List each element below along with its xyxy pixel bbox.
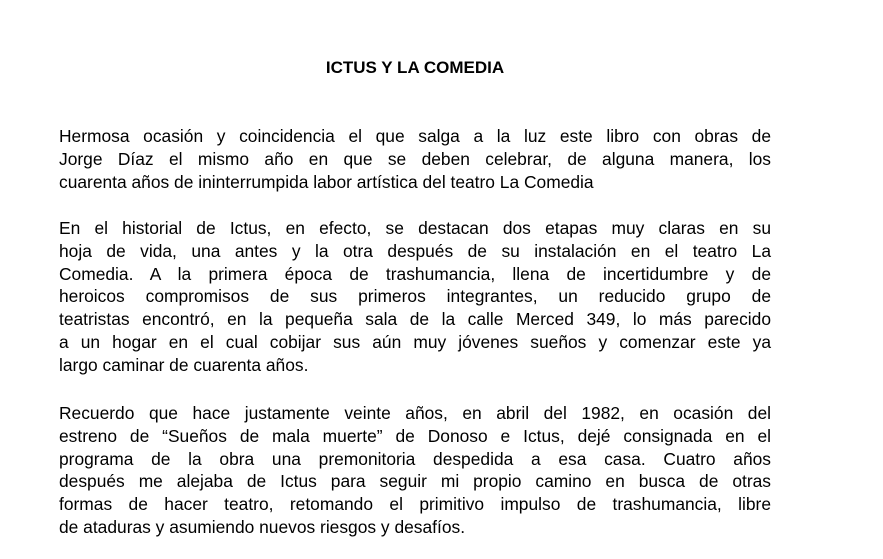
text-line: estreno de “Sueños de mala muerte” de Donoso e Ictus, dejé consignada en el (59, 425, 771, 446)
paragraph-1 (59, 125, 771, 193)
text-line: a un hogar en el cual cobijar sus aún muy jóvenes sueños y comenzar este ya (59, 331, 771, 352)
text-line: Comedia. A la primera época de trashumancia, llena de incertidumbre y de (59, 263, 771, 284)
text-line: formas de hacer teatro, retomando el primitivo impulso de trashumancia, libre (59, 494, 771, 515)
text-line: heroicos compromisos de sus primeros integrantes, un reducido grupo de (59, 286, 771, 307)
text-line: Hermosa ocasión y coincidencia el que salga a la luz este libro con obras de (59, 126, 771, 146)
text-line: de ataduras y asumiendo nuevos riesgos y desafíos. (59, 516, 466, 537)
text-line: Recuerdo que hace justamente veinte años, en abril del 1982, en ocasión del (59, 403, 771, 423)
text-line: programa de la obra una premonitoria despedida a esa casa. Cuatro años (59, 448, 771, 469)
text-line: En el historial de Ictus, en efecto, se destacan dos etapas muy claras en su (59, 218, 771, 238)
text-line: hoja de vida, una antes y la otra después de su instalación en el teatro La (59, 240, 771, 261)
text-line: largo caminar de cuarenta años. (59, 354, 309, 375)
text-line: cuarenta años de ininterrumpida labor artística del teatro La Comedia (59, 171, 594, 192)
text-line: teatristas encontró, en la pequeña sala de la calle Merced 349, lo más parecido (59, 309, 771, 330)
paragraph-2 (59, 217, 771, 377)
text-line: Jorge Díaz el mismo año en que se deben celebrar, de alguna manera, los (59, 148, 771, 169)
text-line: después me alejaba de Ictus para seguir mi propio camino en busca de otras (59, 471, 771, 492)
paragraph-3 (59, 402, 771, 539)
document-title: ICTUS Y LA COMEDIA (325, 58, 505, 77)
